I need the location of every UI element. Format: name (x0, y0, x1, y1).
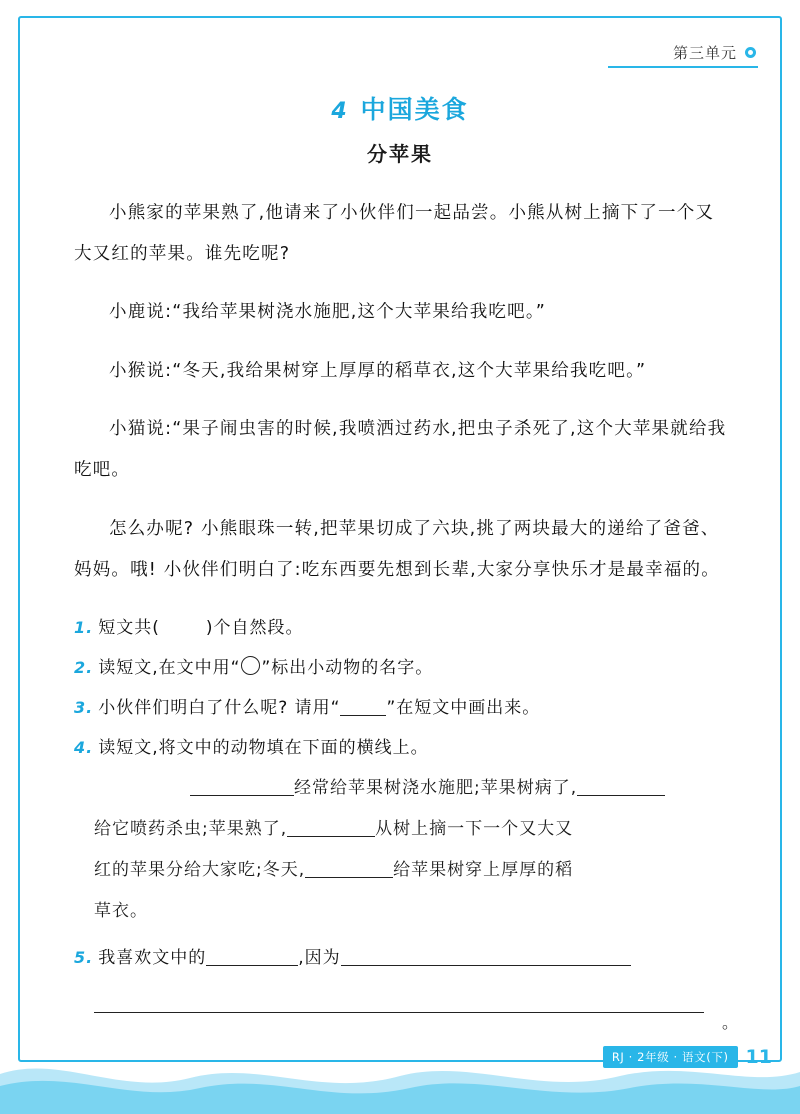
question-text-before: 小伙伴们明白了什么呢? 请用“ (98, 698, 341, 718)
answer-blank[interactable] (190, 776, 294, 796)
answer-blank[interactable] (305, 858, 393, 878)
question-number: 5. (74, 948, 94, 967)
question-item (74, 728, 730, 768)
question-text-after: ”标出小动物的名字。 (261, 658, 434, 678)
answer-blank[interactable] (341, 946, 631, 966)
question-item (74, 608, 730, 648)
lesson-number: 4 (331, 99, 349, 124)
page-title (0, 90, 800, 126)
circle-mark-icon (241, 656, 260, 675)
fill-text: 给苹果树穿上厚厚的稻 (393, 860, 574, 880)
question-number: 2. (74, 658, 94, 677)
answer-blank[interactable] (287, 817, 375, 837)
paragraph: 小鹿说:“我给苹果树浇水施肥,这个大苹果给我吃吧。” (109, 302, 547, 322)
circle-dot-icon (745, 47, 756, 58)
article-body (74, 175, 730, 1013)
question-text (98, 608, 730, 648)
fill-line (94, 891, 730, 932)
fill-line (94, 850, 730, 891)
paragraph: 小猴说:“冬天,我给果树穿上厚厚的稻草衣,这个大苹果给我吃吧。” (109, 360, 647, 381)
question-number: 1. (74, 618, 94, 637)
question-item (74, 688, 730, 728)
footer-label: RJ · 2年级 · 语文(下) (603, 1046, 738, 1068)
underline-mark (340, 696, 386, 716)
question-text-after: ”在短文中画出来。 (386, 698, 541, 718)
fill-text: 草衣。 (94, 901, 148, 921)
question-text-before: 短文共( (98, 618, 160, 638)
fill-line (94, 809, 730, 850)
page-footer (603, 1046, 772, 1068)
article-subtitle: 分苹果 (367, 142, 433, 166)
page-number: 11 (745, 1046, 772, 1068)
answer-blank[interactable] (577, 776, 665, 796)
fill-text: 红的苹果分给大家吃;冬天, (94, 860, 306, 880)
lesson-title-text: 中国美食 (360, 95, 469, 124)
period-mark: 。 (721, 1015, 738, 1032)
question-item (74, 938, 730, 978)
question-text-after: )个自然段。 (205, 618, 304, 638)
paragraph: 怎么办呢? 小熊眼珠一转,把苹果切成了六块,挑了两块最大的递给了爸爸、妈妈。哦! 小伙伴们明白了:吃东西要先想到长辈,大家分享快乐才是最幸福的。 (74, 518, 720, 580)
question-item (74, 648, 730, 688)
question-number: 4. (74, 738, 94, 757)
question-text-before: 我喜欢文中的 (98, 948, 207, 968)
header-divider (608, 66, 758, 68)
question-text (98, 688, 730, 728)
question-text (98, 648, 730, 688)
answer-blank-line[interactable] (94, 984, 704, 1013)
fill-line (94, 768, 730, 809)
paragraph: 小熊家的苹果熟了,他请来了小伙伴们一起品尝。小熊从树上摘下了一个又大又红的苹果。谁先吃呢? (74, 202, 715, 264)
question-text (98, 938, 730, 978)
question-4-fill-block (94, 768, 730, 932)
unit-label: 第三单元 (672, 44, 737, 62)
fill-text: 经常给苹果树浇水施肥;苹果树病了, (294, 778, 578, 798)
question-number: 3. (74, 698, 94, 717)
answer-blank[interactable] (206, 946, 298, 966)
question-text: 读短文,将文中的动物填在下面的横线上。 (98, 738, 429, 758)
fill-text: 从树上摘一下一个又大又 (375, 819, 574, 839)
question-text-after: ,因为 (298, 948, 341, 968)
unit-header (673, 42, 756, 63)
paragraph: 小猫说:“果子闹虫害的时候,我喷洒过药水,把虫子杀死了,这个大苹果就给我吃吧。 (74, 419, 727, 480)
question-text-before: 读短文,在文中用“ (98, 658, 241, 678)
fill-text: 给它喷药杀虫;苹果熟了, (94, 819, 288, 839)
